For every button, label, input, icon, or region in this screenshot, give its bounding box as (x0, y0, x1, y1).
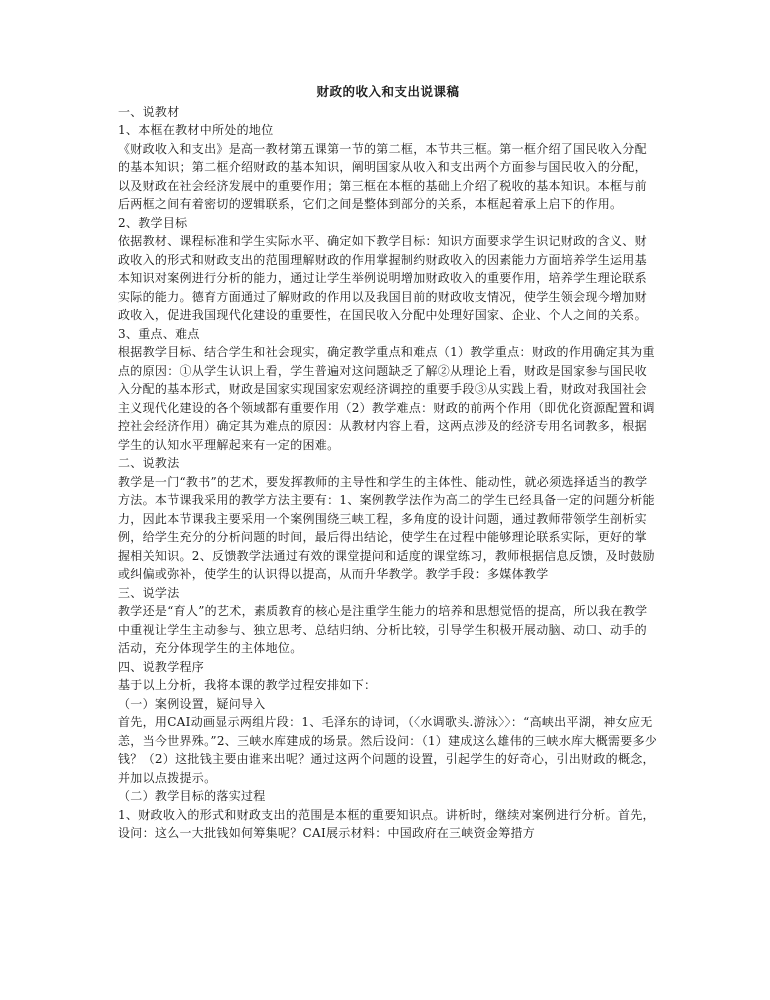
paragraph-learning-methods: 教学还是“育人”的艺术，素质教育的核心是注重学生能力的培养和思想觉悟的提高，所以我在教学中重视让学生主动参与、独立思考、总结归纳、分析比较，引导学生积极开展动脑、动口、动手的活动，充分体现学生的主体地位。 (118, 604, 648, 655)
paragraph-teaching-methods: 教学是一门“教书”的艺术，要发挥教师的主导性和学生的主体性、能动性，就必须选择适当的教学方法。本节课我采用的教学方法主要有：1、案例教学法作为高二的学生已经具备一定的问题分析能力，因此本节课我主要采用一个案例围绕三峡工程，多角度的设计问题，通过教师带领学生剖析实例，给学生充分的分析问题的时间，最后得出结论，使学生在过程中能够理论联系实际，更好的掌握相关知识。2、反馈教学法通过有效的课堂提问和适度的课堂练习，教师根据信息反馈，及时鼓励或纠偏或弥补，使学生的认识得以提高，从而升华教学。教学手段：多媒体教学 (118, 474, 655, 581)
paragraph-procedure-intro: 基于以上分析，我将本课的教学过程安排如下： (118, 678, 377, 692)
paragraph-case-intro: 首先，用CAI动画显示两组片段：1、毛泽东的诗词，（〈水调歌头.游泳〉〉：“高峡出平湖，神女应无恙，当今世界殊。”2、三峡水库建成的场景。然后设问：（1）建成这么雄伟的三峡水库大概需要多少钱？（2）这批钱主要由谁来出呢？通过这两个问题的设置，引起学生的好奇心，引出财政的概念，并加以点拨提示。 (118, 715, 658, 785)
paragraph-key-points: 根据教学目标、结合学生和社会现实，确定教学重点和难点（1）教学重点：财政的作用确定其为重点的原因：①从学生认识上看，学生普遍对这问题缺乏了解②从理论上看，财政是国家参与国民收入分配的基本形式，财政是国家实现国家宏观经济调控的重要手段③从实践上看，财政对我国社会主义现代化建设的各个领域都有重要作用（2）教学难点：财政的前两个作用（即优化资源配置和调控社会经济作用）确定其为难点的原因：从教材内容上看，这两点涉及的经济专用名词教多，根据学生的认知水平理解起来有一定的困难。 (118, 345, 655, 452)
subheading-goals-implementation: （二）教学目标的落实过程 (118, 789, 266, 803)
document-title: 财政的收入和支出说课稿 (316, 84, 460, 99)
heading-section-3: 三、说学法 (118, 585, 180, 600)
subheading-key-points: 3、重点、难点 (118, 326, 200, 341)
subheading-position: 1、本框在教材中所处的地位 (118, 123, 274, 137)
heading-section-4: 四、说教学程序 (118, 659, 205, 674)
document-body (118, 103, 658, 843)
paragraph-position: 《财政收入和支出》是高一教材第五课第一节的第二框，本节共三框。第一框介绍了国民收入分配的基本知识；第二框介绍财政的基本知识，阐明国家从收入和支出两个方面参与国民收入的分配，以及财政在社会经济发展中的重要作用；第三框在本框的基础上介绍了税收的基本知识。本框与前后两框之间有着密切的逻辑联系，它们之间是整体到部分的关系，本框起着承上启下的作用。 (118, 141, 647, 211)
subheading-goals: 2、教学目标 (118, 215, 188, 230)
document-page (118, 83, 658, 843)
heading-section-1: 一、说教材 (118, 104, 180, 119)
paragraph-goals: 依据教材、课程标准和学生实际水平、确定如下教学目标：知识方面要求学生识记财政的含义、财政收入的形式和财政支出的范围理解财政的作用掌握制约财政收入的因素能力方面培养学生运用基本知识对案例进行分析的能力，通过让学生举例说明增加财政收入的重要作用，培养学生理论联系实际的能力。德育方面通过了解财政的作用以及我国目前的财政收支情况，使学生领会现今增加财政收入，促进我国现代化建设的重要性，在国民收入分配中处理好国家、企业、个人之间的关系。 (118, 234, 647, 322)
paragraph-goals-implementation: 1、财政收入的形式和财政支出的范围是本框的重要知识点。讲析时，继续对案例进行分析。首先，设问：这么一大批钱如何筹集呢？CAI展示材料：中国政府在三峡资金筹措方 (118, 807, 655, 840)
subheading-case-intro: （一）案例设置，疑问导入 (118, 696, 266, 711)
heading-section-2: 二、说教法 (118, 456, 180, 470)
